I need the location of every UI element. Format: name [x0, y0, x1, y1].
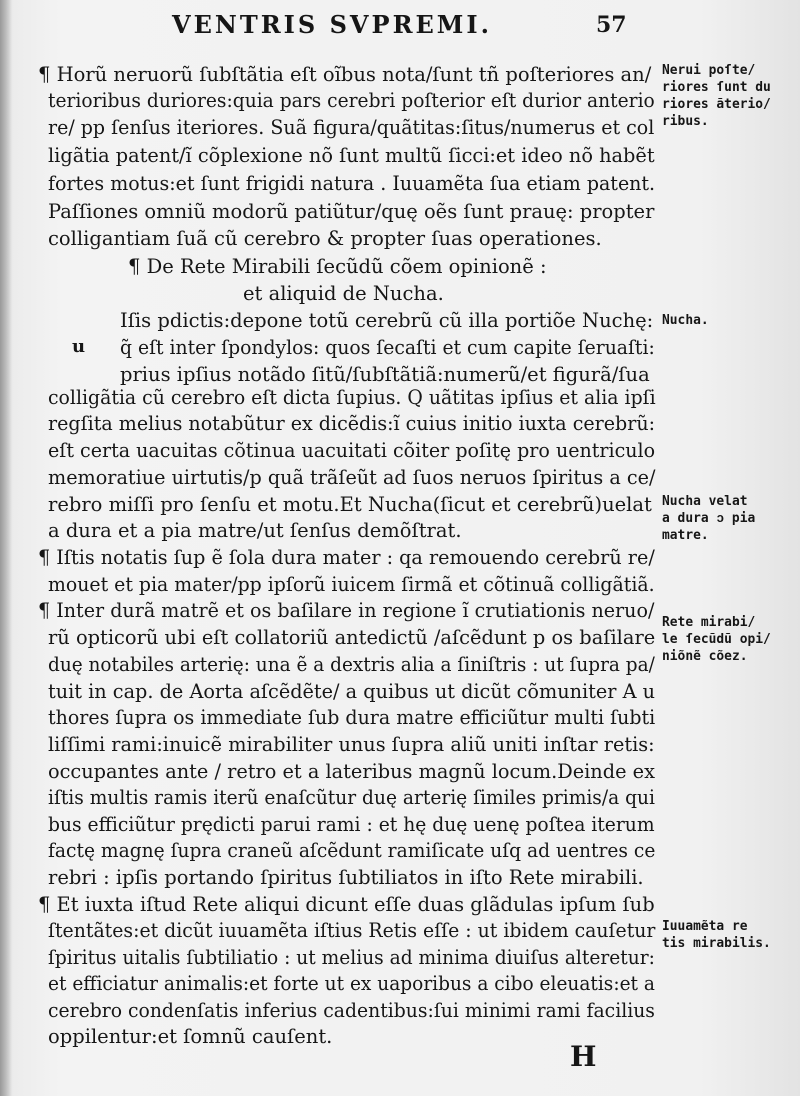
text-line: terioribus duriores:quia pars cerebri poſterior eſt durior anterio [48, 89, 655, 112]
text-line: Iſis pdictis:depone totũ cerebrũ cũ illa portiõe Nuchę: [120, 309, 654, 332]
text-line: ¶ Inter durã matrẽ et os baſilare in regione ĩ crutiationis neruo/ [38, 599, 655, 622]
text-line: et efficiatur animalis:et forte ut ex uaporibus a cibo eleuatis:et a [48, 972, 655, 995]
text-line: oppilentur:et ſomnũ cauſent. [48, 1025, 333, 1048]
text-line: re/ pp ſenſus iteriores. Suã figura/quãtitas:ſitus/numerus et col [48, 116, 655, 139]
text-line: q̃ eſt inter ſpondylos: quos ſecaſti et cum capite ſeruaſti: [120, 336, 655, 359]
section-heading: ¶ De Rete Mirabili ſecũdũ cõem opinionẽ : [128, 255, 547, 278]
text-line: ¶ Et iuxta iſtud Rete aliqui dicunt eſſe duas glãdulas ipſum ſub [38, 893, 655, 916]
margin-note: Nerui poſte/ riores ſunt du riores ãterio/ ribus. [662, 63, 771, 129]
text-line: mouet et pia mater/pp ipſorũ iuicem ſirmã et cõtinuã colligãtiã. [48, 573, 655, 596]
text-line: factę magnę ſupra craneũ aſcẽdunt ramiſicate uſq ad uentres ce [48, 839, 656, 862]
text-line: regſita melius notabũtur ex dicẽdis:ĩ cuius initio iuxta cerebrũ: [48, 412, 656, 435]
text-line: thores ſupra os immediate ſub dura matre efficiũtur multi ſubti [48, 706, 656, 729]
text-line: ¶ Horũ neruorũ ſubſtãtia eſt oĩbus nota/ſunt tñ poſteriores an/ [38, 63, 652, 86]
running-head: VENTRIS SVPREMI. [172, 10, 492, 39]
text-line: a dura et a pia matre/ut ſenſus demõſtrat. [48, 519, 462, 542]
text-line: ¶ Iſtis notatis ſup ẽ ſola dura mater : qa remouendo cerebrũ re/ [38, 546, 655, 569]
text-line: eſt certa uacuitas cõtinua uacuitati cõiter poſitę pro uentriculo [48, 439, 656, 462]
section-heading: et aliquid de Nucha. [243, 282, 444, 305]
text-line: ligãtia patent/ĩ cõplexione nõ ſunt multũ ſicci:et ideo nõ habẽt [48, 144, 655, 167]
text-line: Paſſiones omniũ modorũ patiũtur/quę oẽs ſunt prauę: propter [48, 200, 655, 223]
text-line: colligãtia cũ cerebro eſt dicta ſupius. Q uãtitas ipſius et alia ipſi [48, 386, 656, 409]
text-line: fortes motus:et ſunt frigidi natura . Iuuamẽta ſua etiam patent. [48, 172, 656, 195]
marginal-letter: u [72, 336, 86, 357]
text-line: duę notabiles arterię: una ẽ a dextris alia a ſiniſtris : ut ſupra pa/ [48, 653, 655, 676]
signature-mark: H [570, 1040, 597, 1073]
gutter-shadow [0, 0, 12, 1096]
text-line: occupantes ante / retro et a lateribus magnũ locum.Deinde ex [48, 760, 655, 783]
text-line: ſtentãtes:et dicũt iuuamẽta iſtius Retis eſſe : ut ibidem cauſetur [48, 919, 656, 942]
text-line: rũ opticorũ ubi eſt collatoriũ antedictũ /aſcẽdunt p os baſilare [48, 626, 656, 649]
margin-note: Nucha velat a dura ↄ pia matre. [662, 494, 756, 543]
margin-note: Nucha. [662, 313, 709, 328]
text-line: ſpiritus uitalis ſubtiliatio : ut melius ad minima diuiſus alteretur: [48, 946, 655, 969]
margin-note: Iuuamẽta re tis mirabilis. [662, 919, 771, 951]
text-line: tuit in cap. de Aorta aſcẽdẽte/ a quibus ut dicũt cõmuniter A u [48, 680, 656, 703]
text-line: bus efficiũtur prędicti parui rami : et hę duę uenę poſtea iterum [48, 813, 655, 836]
page-number: 57 [596, 12, 627, 38]
text-line: prius ipſius notãdo ſitũ/ſubſtãtiã:numerũ/et figurã/ſua [120, 363, 650, 386]
text-line: memoratiue uirtutis/p quã trãſeũt ad ſuos neruos ſpiritus a ce/ [48, 466, 656, 489]
text-line: liſſimi rami:inuicẽ mirabiliter unus ſupra aliũ uniti inſtar retis: [48, 733, 655, 756]
text-line: rebro miſſi pro ſenſu et motu.Et Nucha(ſicut et cerebrũ)uelat [48, 493, 652, 516]
text-line: iſtis multis ramis iterũ enaſcũtur duę arterię ſimiles primis/a qui [48, 786, 655, 809]
text-line: cerebro condenſatis inferius cadentibus:ſui minimi rami facilius [48, 999, 655, 1022]
margin-note: Rete mirabi/ le ſecũdũ opi/ niõnẽ cõez. [662, 615, 771, 664]
text-line: rebri : ipſis portando ſpiritus ſubtiliatos in iſto Rete mirabili. [48, 866, 644, 889]
text-line: colligantiam ſuã cũ cerebro & propter ſuas operationes. [48, 227, 602, 250]
